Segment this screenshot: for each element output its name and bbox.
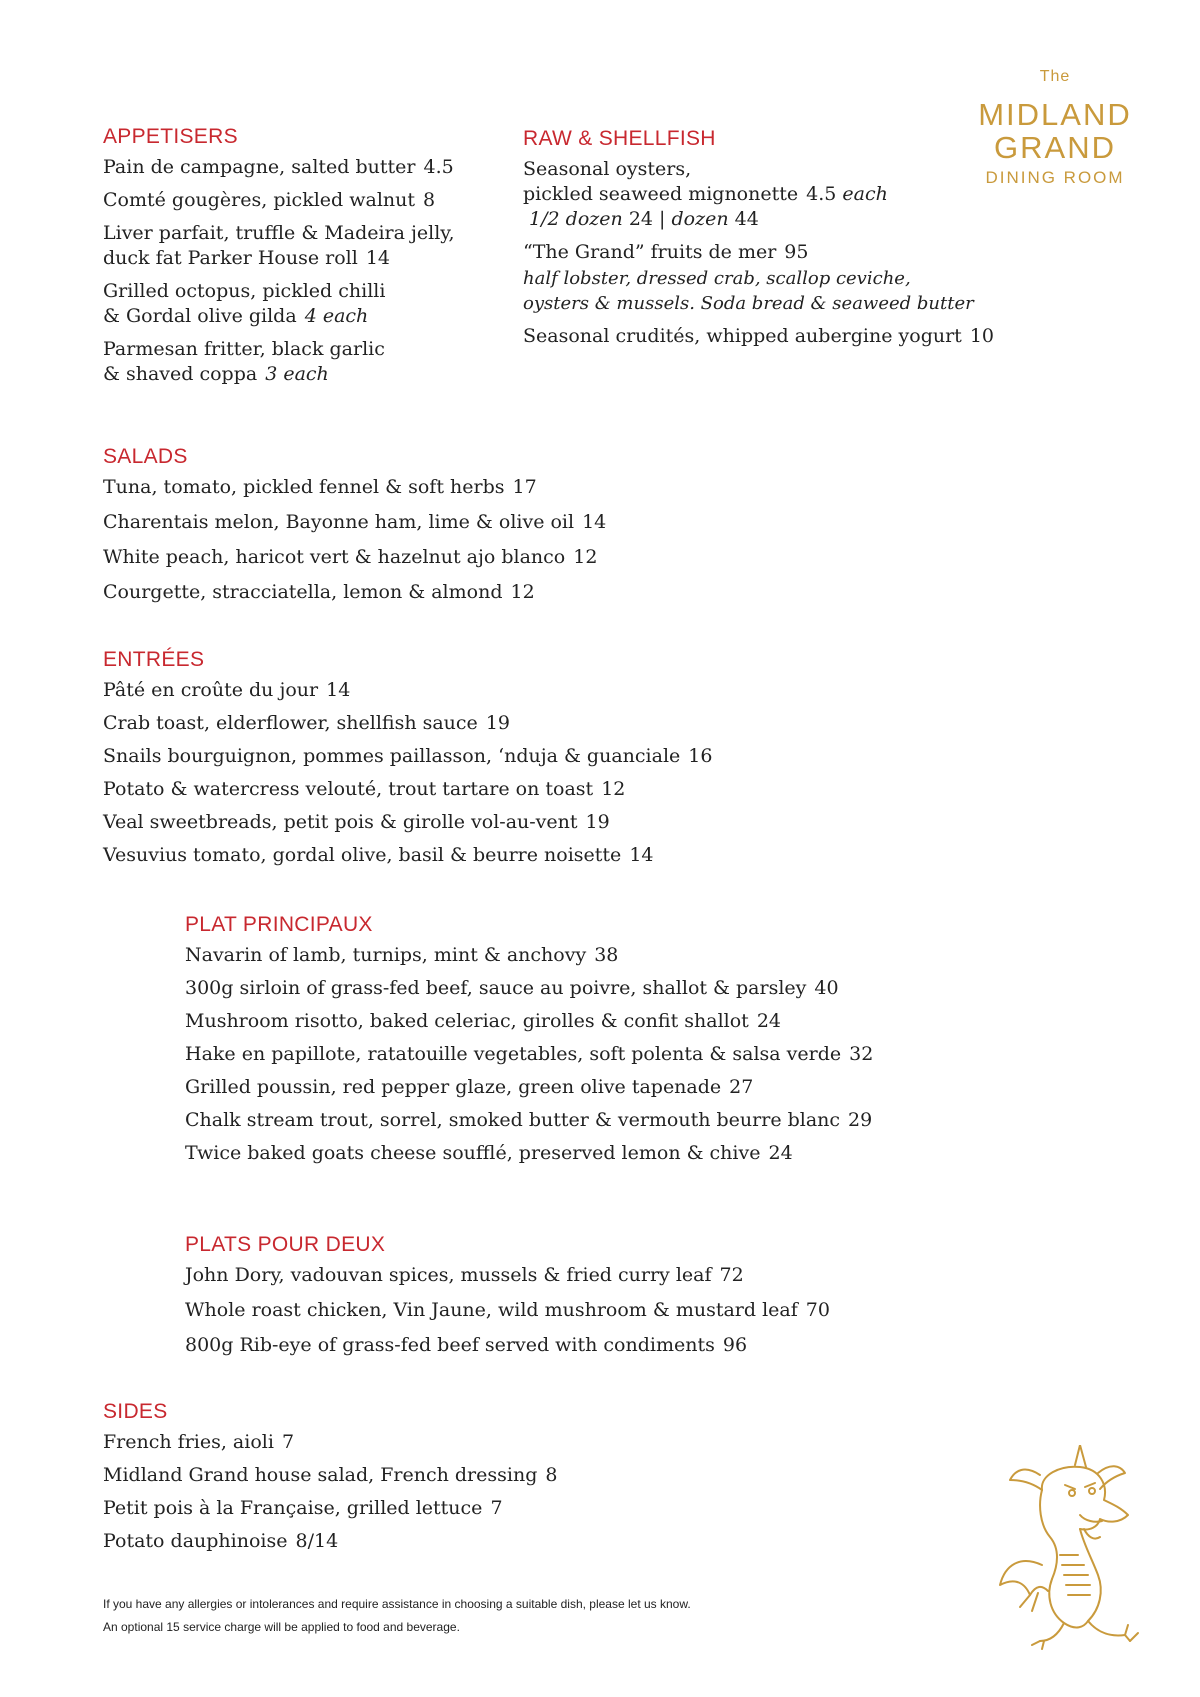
item-description: half lobster, dressed crab, scallop ceviche, oysters & mussels. Soda bread & seaweed butter (523, 268, 974, 314)
menu-item: Comté gougères, pickled walnut 8 (103, 189, 436, 211)
entrees-section (103, 648, 712, 876)
menu-item: Liver parfait, truffle & Madeira jelly, duck fat Parker House roll 14 (103, 222, 455, 269)
menu-item: Whole roast chicken, Vin Jaune, wild mushroom & mustard leaf 70 (185, 1299, 830, 1321)
menu-item: Hake en papillote, ratatouille vegetables, soft polenta & salsa verde 32 (185, 1043, 874, 1065)
footer-notes (103, 1593, 691, 1639)
allergy-note: If you have any allergies or intolerances and require assistance in choosing a suitable dish, please let us know. (103, 1597, 691, 1611)
menu-item: 300g sirloin of grass-fed beef, sauce au poivre, shallot & parsley 40 (185, 977, 839, 999)
menu-item: John Dory, vadouvan spices, mussels & fried curry leaf 72 (185, 1264, 744, 1286)
plats-pour-deux-section (185, 1233, 830, 1368)
dragon-illustration-icon (980, 1445, 1160, 1650)
menu-item: Vesuvius tomato, gordal olive, basil & beurre noisette 14 (103, 844, 654, 866)
menu-item: Midland Grand house salad, French dressing 8 (103, 1464, 558, 1486)
section-title: ENTRÉES (103, 648, 205, 671)
menu-item: Seasonal oysters, pickled seaweed mignonette 4.5 each 1/2 dozen 24 | dozen 44 (523, 158, 888, 230)
menu-item: Pâté en croûte du jour 14 (103, 679, 351, 701)
plat-principaux-section (185, 913, 873, 1174)
raw-shellfish-section (523, 127, 994, 357)
menu-item: “The Grand” fruits de mer 95 (523, 241, 809, 263)
appetisers-section (103, 125, 455, 395)
menu-item: Crab toast, elderflower, shellfish sauce 19 (103, 712, 510, 734)
menu-item: Snails bourguignon, pommes paillasson, ‘nduja & guanciale 16 (103, 745, 713, 767)
menu-item: Petit pois à la Française, grilled lettuce 7 (103, 1497, 503, 1519)
section-title: PLATS POUR DEUX (185, 1233, 386, 1256)
menu-item: Parmesan fritter, black garlic & shaved coppa 3 each (103, 338, 385, 385)
menu-item: Pain de campagne, salted butter 4.5 (103, 156, 454, 178)
section-title: SALADS (103, 445, 188, 468)
section-title: RAW & SHELLFISH (523, 127, 716, 150)
menu-item: 800g Rib-eye of grass-fed beef served with condiments 96 (185, 1334, 748, 1356)
menu-item: Grilled poussin, red pepper glaze, green olive tapenade 27 (185, 1076, 754, 1098)
menu-item: Twice baked goats cheese soufflé, preserved lemon & chive 24 (185, 1142, 793, 1164)
menu-item: Chalk stream trout, sorrel, smoked butter & vermouth beurre blanc 29 (185, 1109, 873, 1131)
section-title: SIDES (103, 1400, 168, 1423)
menu-item: Charentais melon, Bayonne ham, lime & olive oil 14 (103, 511, 607, 533)
menu-item: Veal sweetbreads, petit pois & girolle vol-au-vent 19 (103, 811, 610, 833)
menu-item: Grilled octopus, pickled chilli & Gordal olive gilda 4 each (103, 280, 386, 327)
menu-item: Potato dauphinoise 8/14 (103, 1530, 339, 1552)
section-title: PLAT PRINCIPAUX (185, 913, 373, 936)
section-title: APPETISERS (103, 125, 238, 148)
menu-item: Seasonal crudités, whipped aubergine yogurt 10 (523, 325, 995, 347)
salads-section (103, 445, 606, 615)
menu-item: Navarin of lamb, turnips, mint & anchovy 38 (185, 944, 619, 966)
sides-section (103, 1400, 557, 1562)
menu-item: Tuna, tomato, pickled fennel & soft herbs 17 (103, 476, 537, 498)
menu-item: French fries, aioli 7 (103, 1431, 295, 1453)
restaurant-logo: The MIDLAND GRAND DINING ROOM (978, 68, 1132, 187)
menu-item: Courgette, stracciatella, lemon & almond 12 (103, 581, 535, 603)
menu-item: White peach, haricot vert & hazelnut ajo blanco 12 (103, 546, 598, 568)
menu-item: Potato & watercress velouté, trout tartare on toast 12 (103, 778, 626, 800)
menu-item: Mushroom risotto, baked celeriac, girolles & confit shallot 24 (185, 1010, 781, 1032)
service-charge-note: An optional 15 service charge will be applied to food and beverage. (103, 1620, 460, 1634)
